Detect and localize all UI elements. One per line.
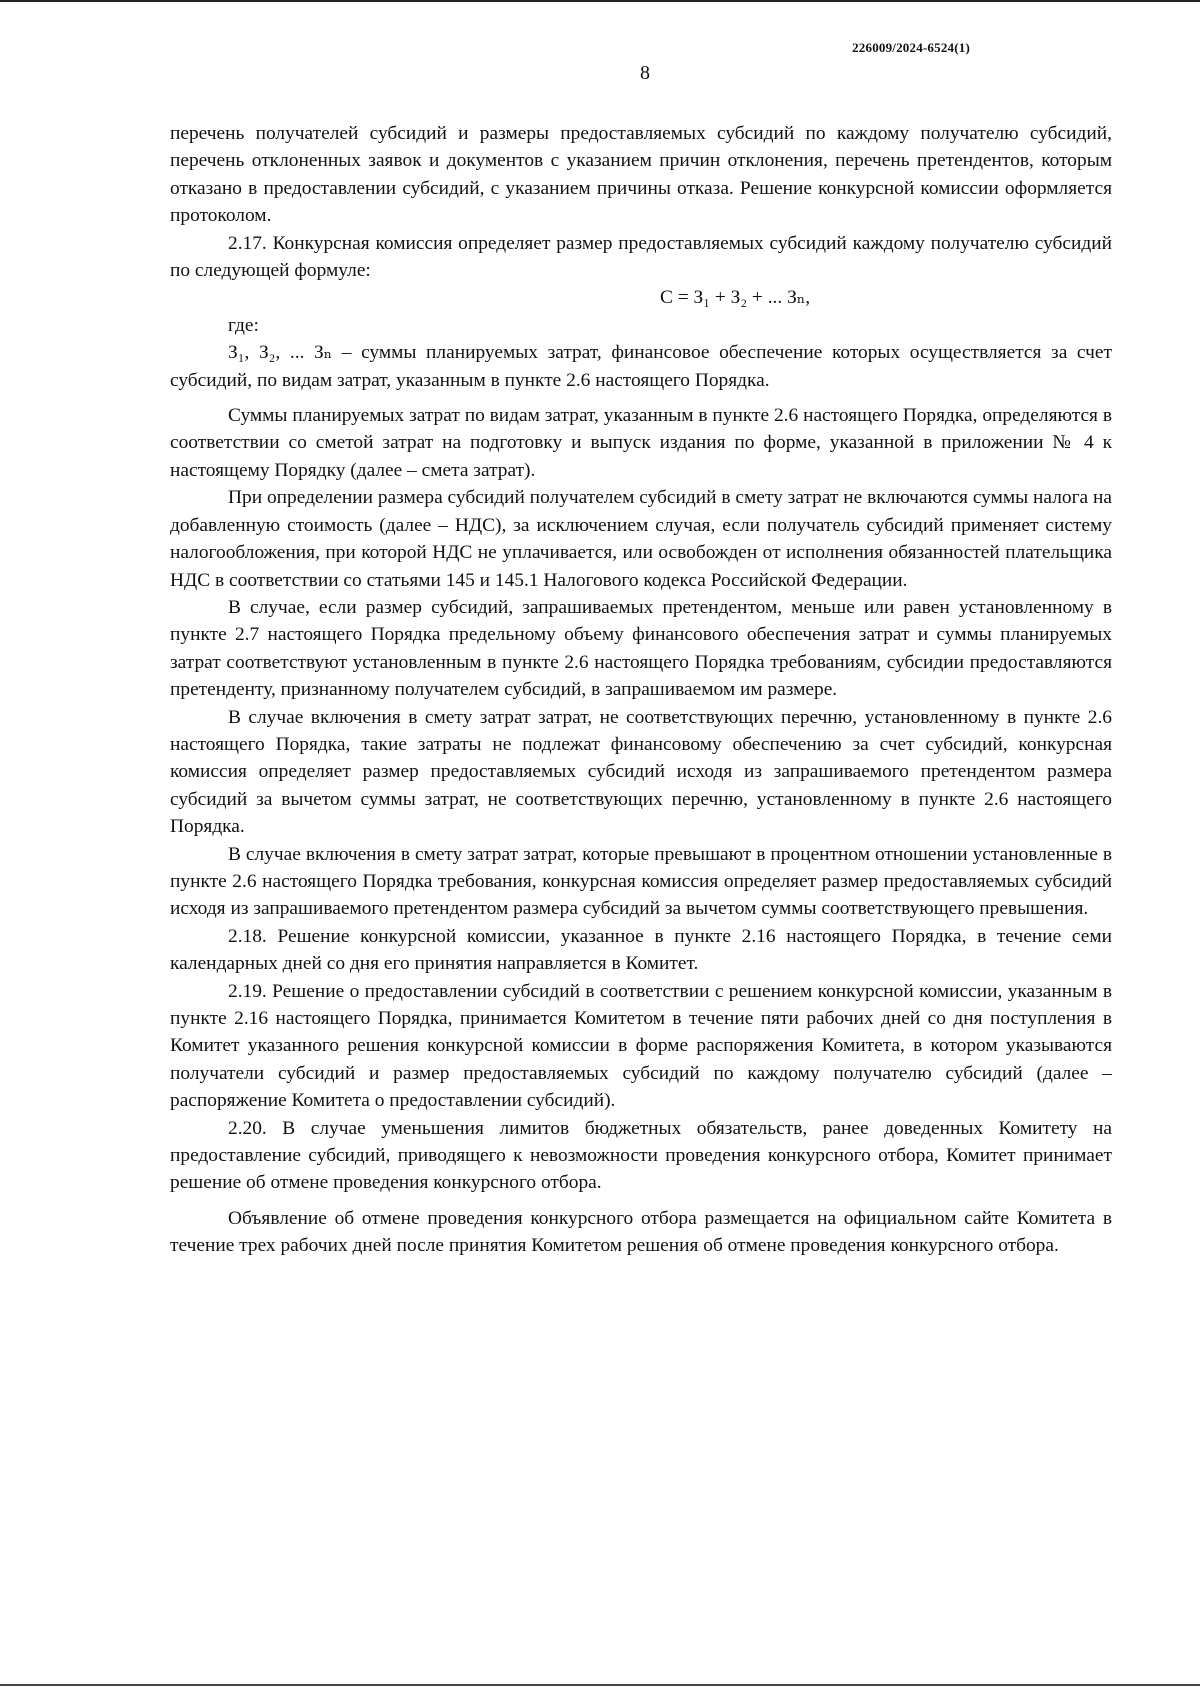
formula-where-label: где:: [228, 314, 259, 336]
paragraph-2-19: 2.19. Решение о предоставлении субсидий в соответствии с решением конкурсной комиссии, указанным в пункте 2.16 настоящего Порядка, принимается Комитетом в течение пяти рабочих дней со дня поступления в Комитет указанного решения конкурсной комиссии в форме распоряжения Комитета, в котором указываются получатели субсидий и размер предоставляемых субсидий по каждому получателю субсидий (далее – распоряжение Комитета о предоставлении субсидий).: [170, 980, 1112, 1112]
page-top-edge: [0, 0, 1200, 2]
page-bottom-edge: [0, 1684, 1200, 1686]
paragraph-continuation: перечень получателей субсидий и размеры предоставляемых субсидий по каждому получателю субсидий, перечень отклоненных заявок и документов с указанием причин отклонения, перечень претендентов, которым отказано в предоставлении субсидий, с указанием причины отказа. Решение конкурсной комиссии оформляется протоколом.: [170, 123, 1112, 227]
paragraph-cancellation-notice: Объявление об отмене проведения конкурсного отбора размещается на официальном сайте Комитета в течение трех рабочих дней после принятия Комитетом решения об отмене проведения конкурсного отбора.: [170, 1207, 1112, 1257]
page-number: 8: [640, 62, 650, 84]
paragraph-2-18: 2.18. Решение конкурсной комиссии, указанное в пункте 2.16 настоящего Порядка, в течение семи календарных дней со дня его принятия направляется в Комитет.: [170, 925, 1112, 975]
paragraph-vat: При определении размера субсидий получателем субсидий в смету затрат не включаются суммы налога на добавленную стоимость (далее – НДС), за исключением случая, если получатель субсидий применяет систему налогообложения, при которой НДС не уплачивается, или освобожден от исполнения обязанностей плательщика НДС в соответствии со статьями 145 и 145.1 Налогового кодекса Российской Федерации.: [170, 487, 1112, 591]
formula-text: С = З₁ + З₂ + ... Зₙ,: [659, 287, 811, 309]
paragraph-2-17: 2.17. Конкурсная комиссия определяет размер предоставляемых субсидий каждому получателю субсидий по следующей формуле:: [170, 232, 1112, 282]
paragraph-nonconforming-costs: В случае включения в смету затрат затрат, не соответствующих перечню, установленному в пункте 2.6 настоящего Порядка, такие затраты не подлежат финансовому обеспечению за счет субсидий, конкурсная комиссия определяет размер предоставляемых субсидий исходя из запрашиваемого претендентом размера субсидий за вычетом суммы затрат, не соответствующих перечню, установленному в пункте 2.6 настоящего Порядка.: [170, 706, 1112, 838]
document-id: 226009/2024-6524(1): [852, 40, 970, 55]
paragraph-formula-legend: З₁, З₂, ... Зₙ – суммы планируемых затрат, финансовое обеспечение которых осуществляется за счет субсидий, по видам затрат, указанным в пункте 2.6 настоящего Порядка.: [170, 342, 1112, 391]
document-body: [170, 120, 1112, 1260]
paragraph-excess-costs: В случае включения в смету затрат затрат, которые превышают в процентном отношении установленные в пункте 2.6 настоящего Порядка требования, конкурсная комиссия определяет размер предоставляемых субсидий исходя из запрашиваемого претендентом размера субсидий за вычетом суммы соответствующего превышения.: [170, 843, 1112, 920]
paragraph-2-20: 2.20. В случае уменьшения лимитов бюджетных обязательств, ранее доведенных Комитету на предоставление субсидий, приводящего к невозможности проведения конкурсного отбора, Комитет принимает решение об отмене проведения конкурсного отбора.: [170, 1117, 1112, 1194]
formula: [170, 284, 1112, 311]
paragraph-planned-costs: Суммы планируемых затрат по видам затрат, указанным в пункте 2.6 настоящего Порядка, определяются в соответствии со сметой затрат на подготовку и выпуск издания по форме, указанной в приложении № 4 к настоящему Порядку (далее – смета затрат).: [170, 405, 1112, 481]
paragraph-limit: В случае, если размер субсидий, запрашиваемых претендентом, меньше или равен установленному в пункте 2.7 настоящего Порядка предельному объему финансового обеспечения затрат и суммы планируемых затрат соответствуют установленным в пункте 2.6 настоящего Порядка требованиям, субсидии предоставляются претенденту, признанному получателем субсидий, в запрашиваемом им размере.: [170, 596, 1112, 701]
